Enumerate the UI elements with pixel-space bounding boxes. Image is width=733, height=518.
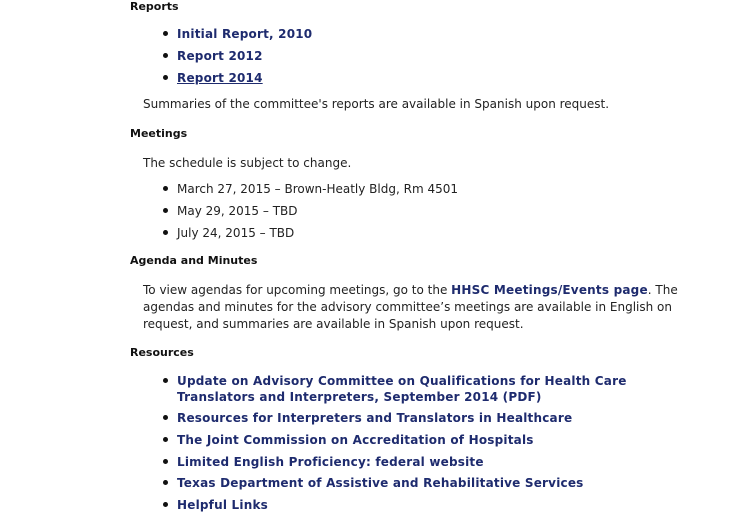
list-item: [177, 225, 294, 241]
list-item: [177, 181, 458, 197]
meetings-note: The schedule is subject to change.: [143, 156, 352, 170]
list-item: [177, 432, 534, 448]
helpful-links-link[interactable]: Helpful Links: [177, 498, 268, 512]
report-2010-link[interactable]: Initial Report, 2010: [177, 27, 313, 41]
texas-dars-link[interactable]: Texas Department of Assistive and Rehabilitative Services: [177, 476, 584, 490]
reports-note: Summaries of the committee's reports are available in Spanish upon request.: [143, 97, 610, 111]
list-item: [177, 70, 263, 86]
agenda-text: [143, 282, 708, 333]
agenda-heading: Agenda and Minutes: [130, 254, 258, 267]
list-item: [177, 48, 263, 64]
interpreters-resources-link[interactable]: Resources for Interpreters and Translators in Healthcare: [177, 411, 573, 425]
reports-heading: Reports: [130, 0, 179, 13]
list-item: [177, 497, 268, 513]
meeting-date: March 27, 2015 – Brown-Heatly Bldg, Rm 4501: [177, 182, 458, 196]
meeting-date: May 29, 2015 – TBD: [177, 204, 298, 218]
list-item: [177, 373, 707, 405]
lep-federal-link[interactable]: Limited English Proficiency: federal website: [177, 455, 484, 469]
agenda-text-after: . The agendas and minutes for the advisory committee’s meetings are available in English on request, and summaries are available in Spanish upon request.: [143, 283, 678, 331]
list-item: [177, 454, 484, 470]
list-item: [177, 203, 298, 219]
meeting-date: July 24, 2015 – TBD: [177, 226, 295, 240]
list-item: [177, 26, 312, 42]
resources-heading: Resources: [130, 346, 194, 359]
meetings-heading: Meetings: [130, 127, 188, 140]
report-2014-link[interactable]: Report 2014: [177, 71, 263, 85]
agenda-text-before: To view agendas for upcoming meetings, go to the: [143, 283, 452, 297]
list-item: [177, 410, 572, 426]
advisory-committee-pdf-link[interactable]: Update on Advisory Committee on Qualifications for Health Care Translators and Interpreters, September 2014 (PDF): [177, 374, 627, 404]
report-2012-link[interactable]: Report 2012: [177, 49, 263, 63]
joint-commission-link[interactable]: The Joint Commission on Accreditation of Hospitals: [177, 433, 534, 447]
hhsc-meetings-link[interactable]: HHSC Meetings/Events page: [451, 283, 648, 297]
list-item: [177, 475, 584, 491]
